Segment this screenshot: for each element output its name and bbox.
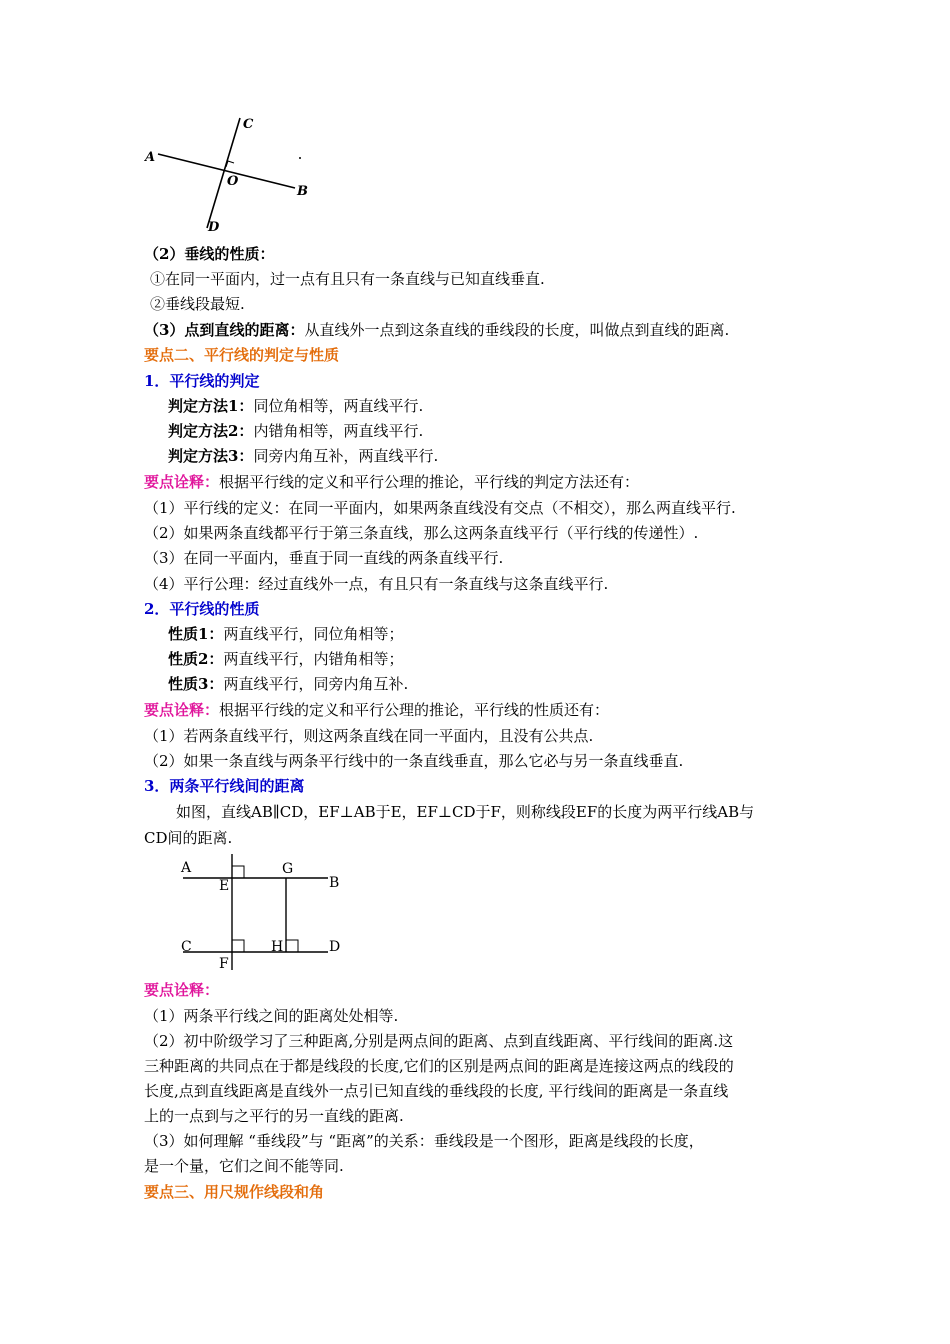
label-d: D [329,939,341,955]
note-2-item-2: （2）如果一条直线与两条平行线中的一条直线垂直，那么它必与另一条直线垂直. [144,752,684,770]
note-1-text: 根据平行线的定义和平行公理的推论，平行线的判定方法还有： [219,473,640,491]
perpendicular-figure [140,110,320,235]
point-line-distance [144,320,729,340]
property-1-label: 性质1： [168,625,224,643]
note-3-line-5: 上的一点到与之平行的另一直线的距离. [144,1107,404,1125]
note-3-line-3: 三种距离的共同点在于都是线段的长度,它们的区别是两点间的距离是连接这两点的线段的 [144,1057,734,1075]
right-angle-e [232,866,244,878]
right-angle-h [286,940,298,952]
parallel-lines-figure [178,852,348,972]
property-3-label: 性质3： [168,675,224,693]
note-3-label: 要点诠释： [144,981,220,999]
label-c: C [243,117,254,132]
label-b: B [329,875,340,891]
judge-method-1 [168,396,423,416]
judge-method-3-text: 同旁内角互补，两直线平行. [253,447,439,465]
note-1-item-1: （1）平行线的定义：在同一平面内，如果两条直线没有交点（不相交），那么两直线平行. [144,499,736,517]
judge-method-1-text: 同位角相等，两直线平行. [253,397,424,415]
property-2-label: 性质2： [168,650,224,668]
label-a: A [145,150,156,165]
label-o: O [227,174,239,189]
judge-method-3 [168,446,438,466]
right-angle-mark [226,161,234,167]
note-2 [144,700,609,720]
note-3-line-4: 长度,点到直线距离是直线外一点引已知直线的垂线段的长度, 平行线间的距离是一条直线 [144,1082,729,1100]
distance-paragraph-line-1: 如图，直线AB∥CD，EF⊥AB于E，EF⊥CD于F，则称线段EF的长度为两平行线AB与 [176,803,755,821]
label-g: G [282,861,294,877]
subsection-3-title: 3．两条平行线间的距离 [144,777,305,795]
note-2-label: 要点诠释： [144,701,220,719]
note-1-item-3: （3）在同一平面内，垂直于同一直线的两条直线平行. [144,549,504,567]
note-3-line-6: （3）如何理解 “垂线段”与 “距离”的关系：垂线段是一个图形，距离是线段的长度， [144,1132,704,1150]
judge-method-2-text: 内错角相等，两直线平行. [253,422,424,440]
distance-paragraph-line-2: CD间的距离. [144,829,233,847]
point-line-distance-label: （3）点到直线的距离： [144,321,305,339]
label-b: B [297,184,308,199]
note-1-item-4: （4）平行公理：经过直线外一点，有且只有一条直线与这条直线平行. [144,575,609,593]
judge-method-1-label: 判定方法1： [168,397,254,415]
note-1-label: 要点诠释： [144,473,220,491]
label-a: A [181,860,192,876]
note-1 [144,472,639,492]
property-3 [168,674,408,694]
property-1 [168,624,403,644]
property-2-text: 两直线平行，内错角相等； [223,650,404,668]
judge-method-3-label: 判定方法3： [168,447,254,465]
label-h: H [271,939,284,955]
property-3-text: 两直线平行，同旁内角互补. [223,675,409,693]
property-2 [168,649,403,669]
point-line-distance-text: 从直线外一点到这条直线的垂线段的长度，叫做点到直线的距离. [304,321,730,339]
judge-method-2-label: 判定方法2： [168,422,254,440]
perp-prop-1: ①在同一平面内，过一点有且只有一条直线与已知直线垂直. [150,270,545,288]
perp-prop-2: ②垂线段最短. [150,295,245,313]
label-e: E [219,878,230,894]
note-3-line-7: 是一个量，它们之间不能等同. [144,1157,344,1175]
stray-dot [299,157,301,159]
property-1-text: 两直线平行，同位角相等； [223,625,404,643]
note-3-line-1: （1）两条平行线之间的距离处处相等. [144,1007,399,1025]
note-2-item-1: （1）若两条直线平行，则这两条直线在同一平面内，且没有公共点. [144,727,594,745]
note-3-line-2: （2）初中阶级学习了三种距离,分别是两点间的距离、点到直线距离、平行线间的距离.这 [144,1032,734,1050]
right-angle-f [232,940,244,952]
perp-props-title: （2）垂线的性质： [144,245,275,263]
subsection-1-title: 1．平行线的判定 [144,372,260,390]
note-2-text: 根据平行线的定义和平行公理的推论，平行线的性质还有： [219,701,610,719]
section-3-title: 要点三、用尺规作线段和角 [144,1183,325,1201]
section-2-title: 要点二、平行线的判定与性质 [144,346,340,364]
label-f: F [219,956,229,972]
judge-method-2 [168,421,423,441]
label-d: D [208,220,220,235]
label-c: C [181,939,192,955]
note-1-item-2: （2）如果两条直线都平行于第三条直线，那么这两条直线平行（平行线的传递性）. [144,524,699,542]
subsection-2-title: 2．平行线的性质 [144,600,260,618]
